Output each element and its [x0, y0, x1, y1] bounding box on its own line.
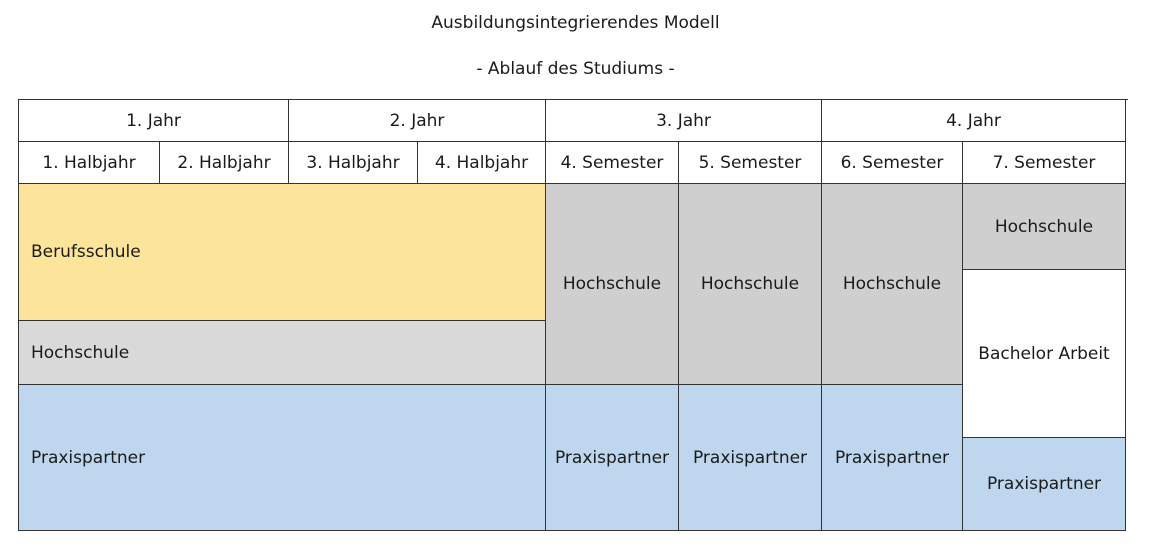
- berufsschule-block: Berufsschule: [19, 184, 546, 321]
- period-2-header: 2. Halbjahr: [160, 142, 289, 184]
- bachelor-arbeit-block: Bachelor Arbeit: [963, 270, 1126, 438]
- period-1-header: 1. Halbjahr: [19, 142, 160, 184]
- hochschule-semester-5-block: Hochschule: [679, 184, 822, 385]
- period-4-header: 4. Halbjahr: [418, 142, 546, 184]
- praxispartner-semester-7-block: Praxispartner: [963, 438, 1126, 531]
- semester-7-header: 7. Semester: [963, 142, 1126, 184]
- semester-6-header: 6. Semester: [822, 142, 963, 184]
- hochschule-semester-7-block: Hochschule: [963, 184, 1126, 270]
- hochschule-early-block: Hochschule: [19, 321, 546, 385]
- praxispartner-early-block: Praxispartner: [19, 385, 546, 531]
- period-3-header: 3. Halbjahr: [289, 142, 418, 184]
- year-2-header: 2. Jahr: [289, 100, 546, 142]
- praxispartner-semester-4-block: Praxispartner: [546, 385, 679, 531]
- semester-5-header: 5. Semester: [679, 142, 822, 184]
- year-3-header: 3. Jahr: [546, 100, 822, 142]
- diagram-subtitle: - Ablauf des Studiums -: [476, 59, 675, 79]
- praxispartner-semester-6-block: Praxispartner: [822, 385, 963, 531]
- hochschule-semester-6-block: Hochschule: [822, 184, 963, 385]
- study-timeline-grid: [18, 99, 1128, 531]
- year-4-header: 4. Jahr: [822, 100, 1126, 142]
- hochschule-semester-4-block: Hochschule: [546, 184, 679, 385]
- praxispartner-semester-5-block: Praxispartner: [679, 385, 822, 531]
- semester-4-header: 4. Semester: [546, 142, 679, 184]
- year-1-header: 1. Jahr: [19, 100, 289, 142]
- diagram-title: Ausbildungsintegrierendes Modell: [431, 13, 720, 33]
